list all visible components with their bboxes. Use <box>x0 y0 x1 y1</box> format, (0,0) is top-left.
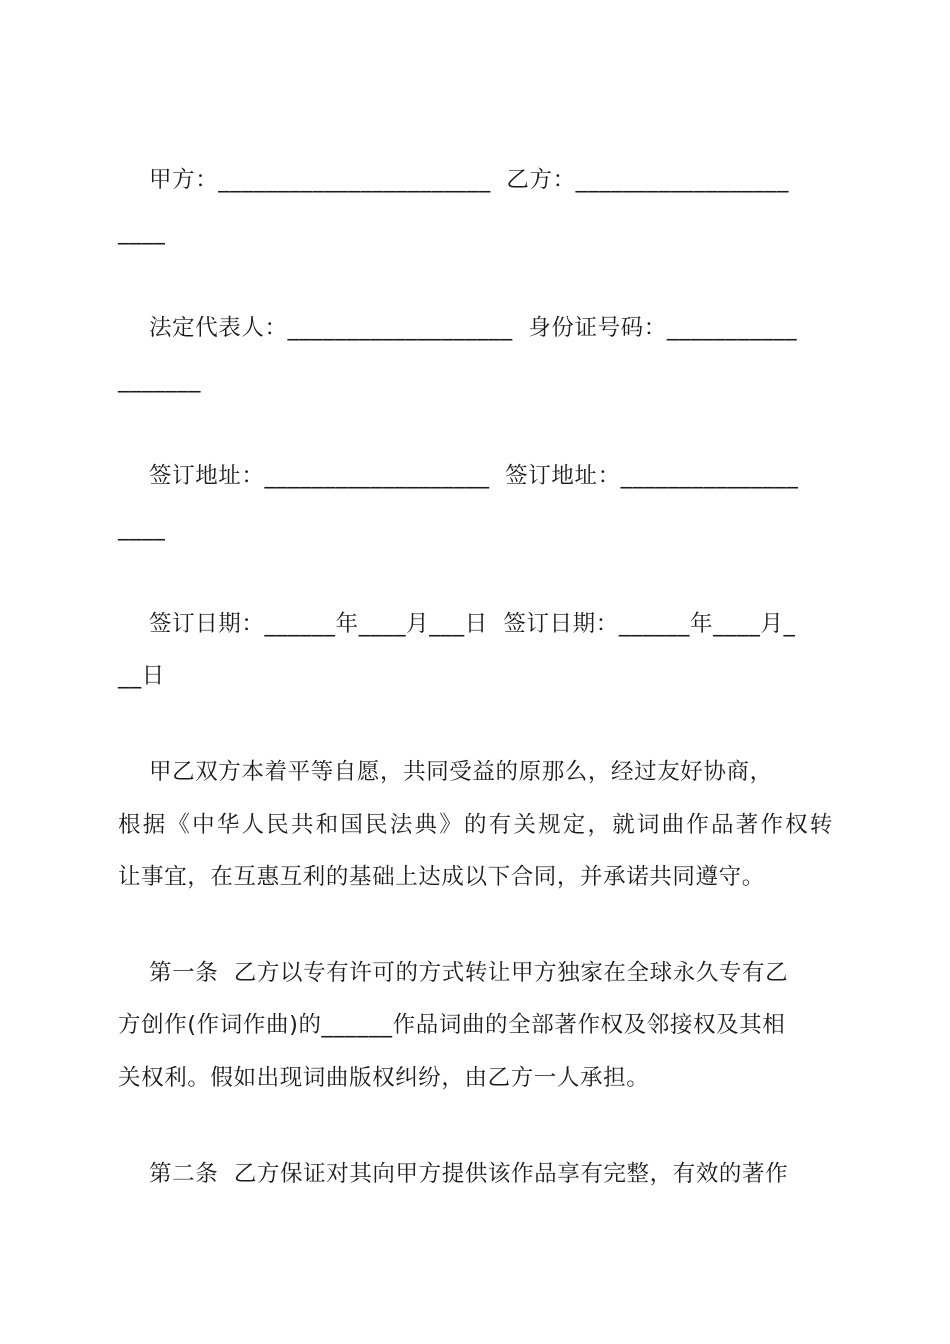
party-names-line: 甲方：_______________________ 乙方：__________________ <box>118 167 789 193</box>
legal-rep-line-cont: _______ <box>118 367 201 393</box>
article-1-line-3: 关权利。假如出现词曲版权纠纷，由乙方一人承担。 <box>118 1065 650 1091</box>
article-1-line-1: 第一条 乙方以专有许可的方式转让甲方独家在全球永久专有乙 <box>118 960 789 986</box>
preamble-line-3: 让事宜，在互惠互利的基础上达成以下合同，并承诺共同遵守。 <box>118 864 765 890</box>
legal-rep-line: 法定代表人：___________________ 身份证号码：___________ <box>118 315 798 341</box>
party-names-line-cont: ____ <box>118 219 166 245</box>
sign-address-line: 签订地址：___________________ 签订地址：_______________ <box>118 463 799 489</box>
sign-address-line-cont: ____ <box>118 515 166 541</box>
preamble-line-1: 甲乙双方本着平等自愿，共同受益的原那么，经过友好协商， <box>118 759 773 785</box>
sign-date-line: 签订日期：______年____月___日 签订日期：______年____月_ <box>118 611 796 637</box>
article-1-line-2: 方创作(作词作曲)的______作品词曲的全部著作权及邻接权及其相 <box>118 1012 786 1038</box>
sign-date-line-cont: __日 <box>118 663 165 689</box>
preamble-line-2: 根据《中华人民共和国民法典》的有关规定，就词曲作品著作权转 <box>118 812 833 838</box>
article-2-line-1: 第二条 乙方保证对其向甲方提供该作品享有完整，有效的著作 <box>118 1161 789 1187</box>
